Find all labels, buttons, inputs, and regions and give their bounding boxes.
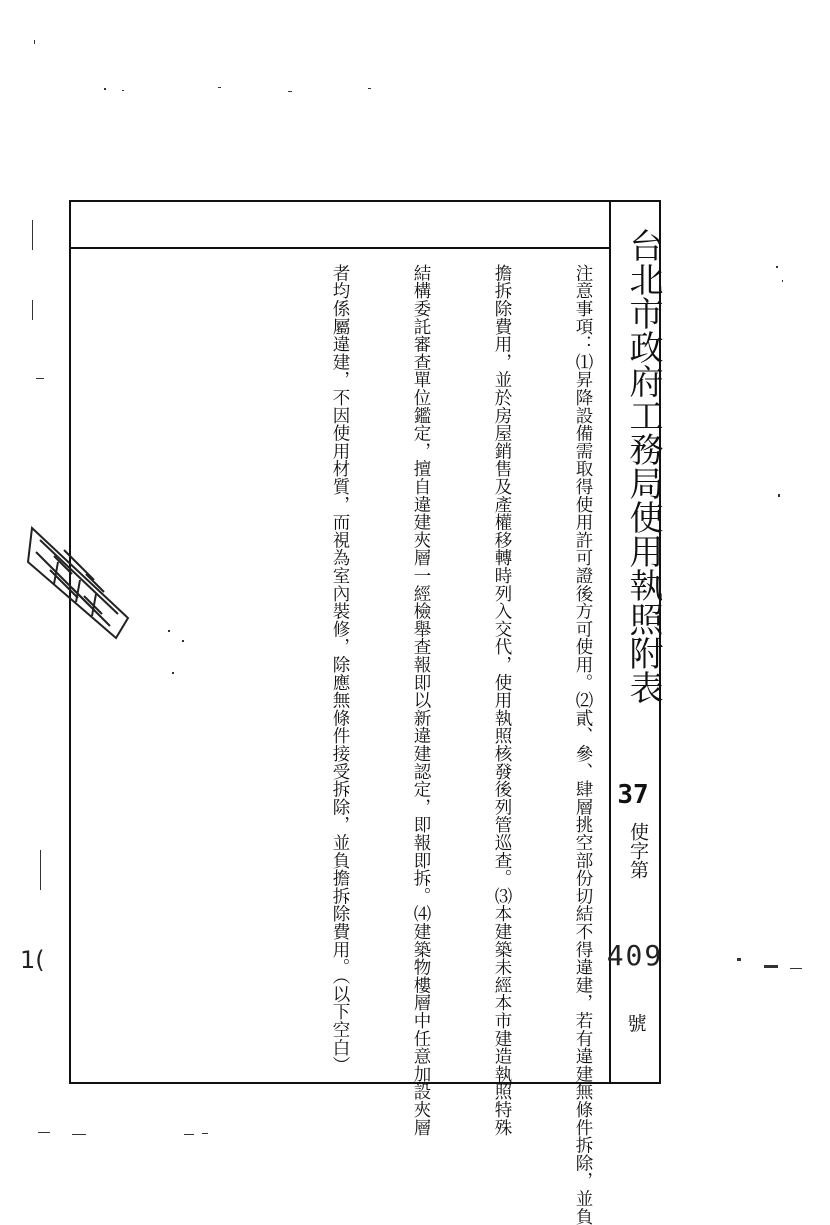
margin-mark: 1( (20, 946, 45, 974)
notes-line-3: 結構委託審查單位鑑定，擅自違建夾層一經檢舉查報即以新違建認定，即報即拆。⑷建築物樓層中任意加設夾層 (411, 264, 431, 1137)
header-rule (70, 247, 610, 249)
seal-stamp (24, 522, 134, 642)
notes-line-4: 者均係屬違建，不因使用材質，而視為室內裝修，除應無條件接受拆除，並負擔拆除費用。（以下空白） (330, 264, 350, 1075)
document-title: 台北市政府工務局使用執照附表 (623, 228, 663, 704)
license-suffix: 號 (627, 1013, 647, 1035)
license-serial: 409 (606, 939, 664, 972)
license-prefix: 使字第 (627, 822, 649, 879)
notes-line-1: 注意事項：⑴昇降設備需取得使用許可證後方可使用。⑵貳、參、肆層挑空部份切結不得違建，若有違建無條件拆除，並負 (573, 264, 593, 1225)
notes-line-2: 擔拆除費用，並於房屋銷售及產權移轉時列入交代，使用執照核發後列管巡查。⑶本建築未經本市建造執照特殊 (492, 264, 512, 1137)
license-year: 37 (617, 780, 649, 810)
notes-block (328, 264, 594, 1225)
